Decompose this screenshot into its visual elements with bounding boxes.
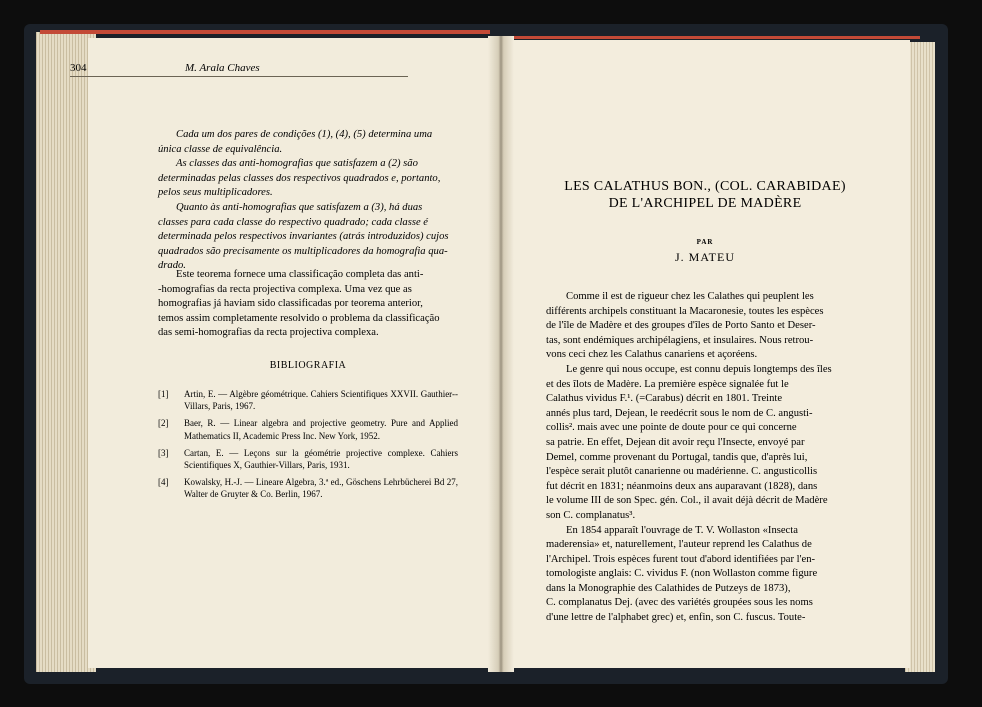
intro-text — [158, 128, 458, 274]
line: fut décrit en 1831; néanmoins deux ans auparavant (1828), dans — [546, 480, 818, 492]
line: le volume III de son Spec. gén. Col., il avait déjà décrit de Madère — [546, 495, 828, 507]
line: tas, sont endémiques archipélagiens, et insulaires. Nous retrou- — [546, 334, 814, 346]
line: annés plus tard, Dejean, le reedécrit sous le nom de C. angusti- — [546, 407, 813, 419]
line: única classe de equivalência. — [158, 143, 283, 155]
theorem-text — [158, 268, 458, 341]
line: collis². mais avec une pointe de doute pour ce qui concerne — [546, 422, 797, 434]
line: homografias já haviam sido classificadas por teorema anterior, — [158, 298, 423, 310]
line: Le genre qui nous occupe, est connu depuis longtemps des îles — [566, 363, 832, 375]
line: classes para cada classe do respectivo quadrado; cada classe é — [158, 216, 428, 228]
ref-number: [2] — [158, 418, 169, 429]
line: Este teorema fornece uma classificação completa das anti- — [176, 269, 424, 280]
ref-text: Baer, R. — Linear algebra and projective geometry. Pure and Applied Mathematics II, Academic Press Inc. New York, 1952. — [184, 418, 458, 441]
ref-number: [1] — [158, 389, 169, 399]
book-gutter — [488, 36, 514, 672]
running-head — [70, 62, 408, 77]
ref-text: Kowalsky, H.-J. — Lineare Algebra, 3.ª ed., Göschens Lehrbücherei Bd 27, Walter de Gruyter & Co. Berlin, 1967. — [184, 477, 458, 500]
line: C. complanatus Dej. (avec des variétés groupées sous les noms — [546, 597, 813, 609]
bibliography-item — [158, 388, 458, 412]
headband-right — [500, 36, 920, 39]
line: quadrados são precisamente os multiplicadores da homografia qua- — [158, 245, 448, 257]
bibliography-item — [158, 476, 458, 500]
article-author: J. MATEU — [674, 250, 735, 264]
line: d'une lettre de l'alphabet grec) et, enfin, son C. fuscus. Toute- — [546, 612, 806, 624]
line: determinadas pelas classes dos respectivos quadrados e, portanto, — [158, 172, 441, 184]
line: Comme il est de rigueur chez les Calathes qui peuplent les — [566, 291, 814, 302]
bibliography-item — [158, 417, 458, 441]
line: Demel, comme provenant du Portugal, tandis que, d'après lui, — [546, 451, 808, 463]
ref-text: Cartan, E. — Leçons sur la géométrie projective complexe. Cahiers Scientifiques X, Gauthier-Villars, Paris, 1931. — [184, 447, 458, 471]
line: Quanto às anti-homografias que satisfazem a (3), há duas — [176, 201, 423, 213]
bibliography-item — [158, 447, 458, 471]
page-edges-left — [36, 32, 96, 672]
line: -homografias da recta projectiva complexa. Uma vez que as — [158, 283, 412, 295]
line: de l'île de Madère et des groupes d'îles de Porto Santo et Deser- — [546, 320, 816, 332]
line: vons ceci chez les Calathus canariens et açoréens. — [546, 349, 758, 361]
ref-number: [4] — [158, 477, 169, 488]
line: l'espèce serait plutôt canarienne ou madérienne. C. angusticollis — [546, 466, 818, 478]
line: pelos seus multiplicadores. — [158, 187, 273, 199]
article-body — [546, 290, 850, 626]
line: et des îlots de Madère. La première espèce signalée fut le — [546, 378, 789, 390]
line: determinada pelos respectivos invariantes (atrás introduzidos) cujos — [158, 231, 449, 243]
running-author: M. Arala Chaves — [185, 62, 260, 74]
headband-left — [40, 30, 490, 34]
article-title — [500, 178, 910, 212]
by-label: PAR — [696, 238, 714, 246]
line: sa patrie. En effet, Dejean dit avoir reçu l'Insecte, envoyé par — [546, 436, 805, 448]
line: temos assim completamente resolvido o problema da classificação — [158, 312, 440, 324]
page-number: 304 — [70, 62, 87, 74]
title-line: DE L'ARCHIPEL DE MADÈRE — [608, 196, 802, 211]
line: Calathus vividus F.¹. (=Carabus) décrit en 1801. Treinte — [546, 393, 783, 405]
line: En 1854 apparaît l'ouvrage de T. V. Wollaston «Insecta — [566, 524, 798, 536]
line: das semi-homografias da recta projectiva complexa. — [158, 327, 379, 339]
line: tomologiste anglais: C. vividus F. (non Wollaston comme figure — [546, 568, 818, 580]
line: différents archipels constituant la Macaronesie, toutes les espèces — [546, 305, 824, 317]
ref-number: [3] — [158, 447, 169, 458]
ref-text: Artin, E. — Algèbre géométrique. Cahiers Scientifiques XXVII. Gauthier--Villars, Paris, 1967. — [184, 389, 458, 412]
line: son C. complanatus³. — [546, 509, 636, 521]
line: maderensia» et, naturellement, l'auteur reprend les Calathus de — [546, 539, 812, 551]
line: As classes das anti-homografias que satisfazem a (2) são — [176, 158, 418, 170]
line: drado. — [158, 260, 186, 272]
title-line: LES CALATHUS BON., (COL. CARABIDAE) — [564, 179, 846, 194]
bibliography-title: BIBLIOGRAFIA — [269, 360, 347, 371]
line: Cada um dos pares de condições (1), (4), (5) determina uma — [176, 129, 433, 140]
line: dans la Monographie des Calathides de Putzeys de 1873), — [546, 582, 791, 594]
bibliography-list — [158, 388, 458, 506]
line: l'Archipel. Trois espèces furent tout d'abord identifiées par l'en- — [546, 553, 816, 565]
